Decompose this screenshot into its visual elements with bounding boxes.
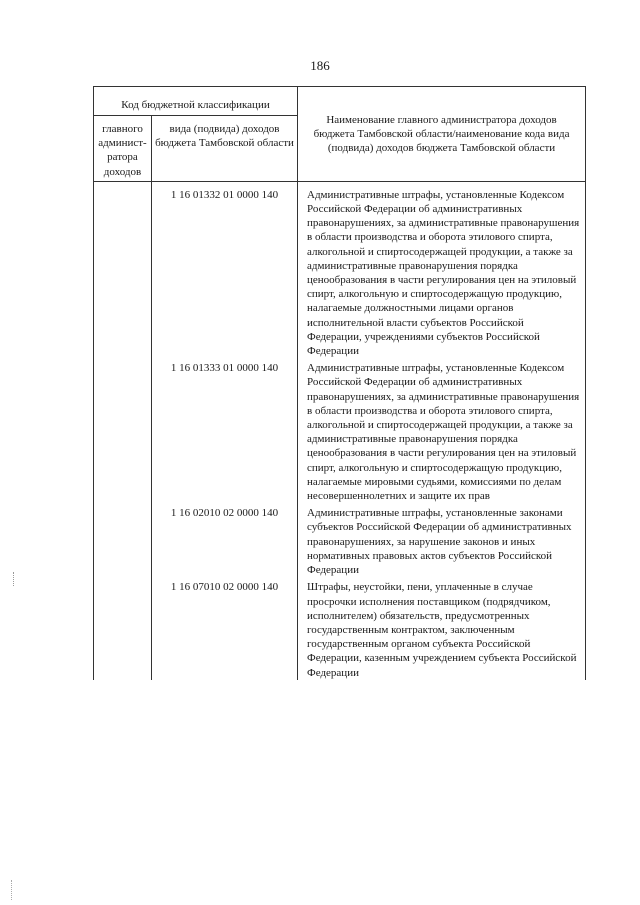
header-administrator-name: Наименование главного администратора доходов бюджета Тамбовской области/наименование кода вида (подвида) доходов бюджета Тамбовской области	[298, 87, 586, 182]
table-row	[94, 358, 586, 503]
table-row	[94, 181, 586, 358]
header-income-type: вида (подвида) доходов бюджета Тамбовской области	[152, 116, 298, 182]
page-number: 186	[310, 58, 330, 73]
row-income-code: 1 16 01332 01 0000 140	[152, 181, 298, 358]
row-income-code: 1 16 01333 01 0000 140	[152, 358, 298, 503]
row-income-name: Административные штрафы, установленные законами субъектов Российской Федерации об административных правонарушениях, за нарушение законов и иных нормативных правовых актов субъектов Российской Федерации	[298, 503, 586, 577]
header-budget-classification-code: Код бюджетной классификации	[94, 87, 298, 116]
row-income-code: 1 16 07010 02 0000 140	[152, 577, 298, 679]
table-header	[94, 87, 586, 182]
scan-margin-mark	[13, 572, 15, 586]
row-income-name: Административные штрафы, установленные Кодексом Российской Федерации об административных правонарушениях, за административные правонарушения в области производства и оборота этилового спирта, алкогольной и спиртосодержащей продукции, а также за административные правонарушения порядка ценообразования в части регулирования цен на этиловый спирт, алкогольную и спиртосодержащую продукцию, налагаемые должностными лицами органов исполнительной власти субъектов Российской Федерации, учреждениями субъектов Российской Федерации	[298, 181, 586, 358]
scan-margin-mark	[11, 880, 13, 900]
budget-classification-table	[93, 86, 586, 680]
row-admin-code	[94, 503, 152, 577]
row-income-name: Штрафы, неустойки, пени, уплаченные в случае просрочки исполнения поставщиком (подрядчиком, исполнителем) обязательств, предусмотренных государственным контрактом, заключенным государственным органом субъекта Российской Федерации, казенным учреждением субъекта Российской Федерации	[298, 577, 586, 679]
row-admin-code	[94, 577, 152, 679]
table-row	[94, 503, 586, 577]
row-admin-code	[94, 181, 152, 358]
table-row	[94, 577, 586, 679]
row-income-name: Административные штрафы, установленные Кодексом Российской Федерации об административных правонарушениях, за административные правонарушения в области производства и оборота этилового спирта, алкогольной и спиртосодержащей продукции, а также за административные правонарушения порядка ценообразования в части регулирования цен на этиловый спирт, алкогольную и спиртосодержащую продукцию, налагаемые мировыми судьями, комиссиями по делам несовершеннолетних и защите их прав	[298, 358, 586, 503]
header-main-administrator: главного админист-ратора доходов	[94, 116, 152, 182]
row-income-code: 1 16 02010 02 0000 140	[152, 503, 298, 577]
row-admin-code	[94, 358, 152, 503]
